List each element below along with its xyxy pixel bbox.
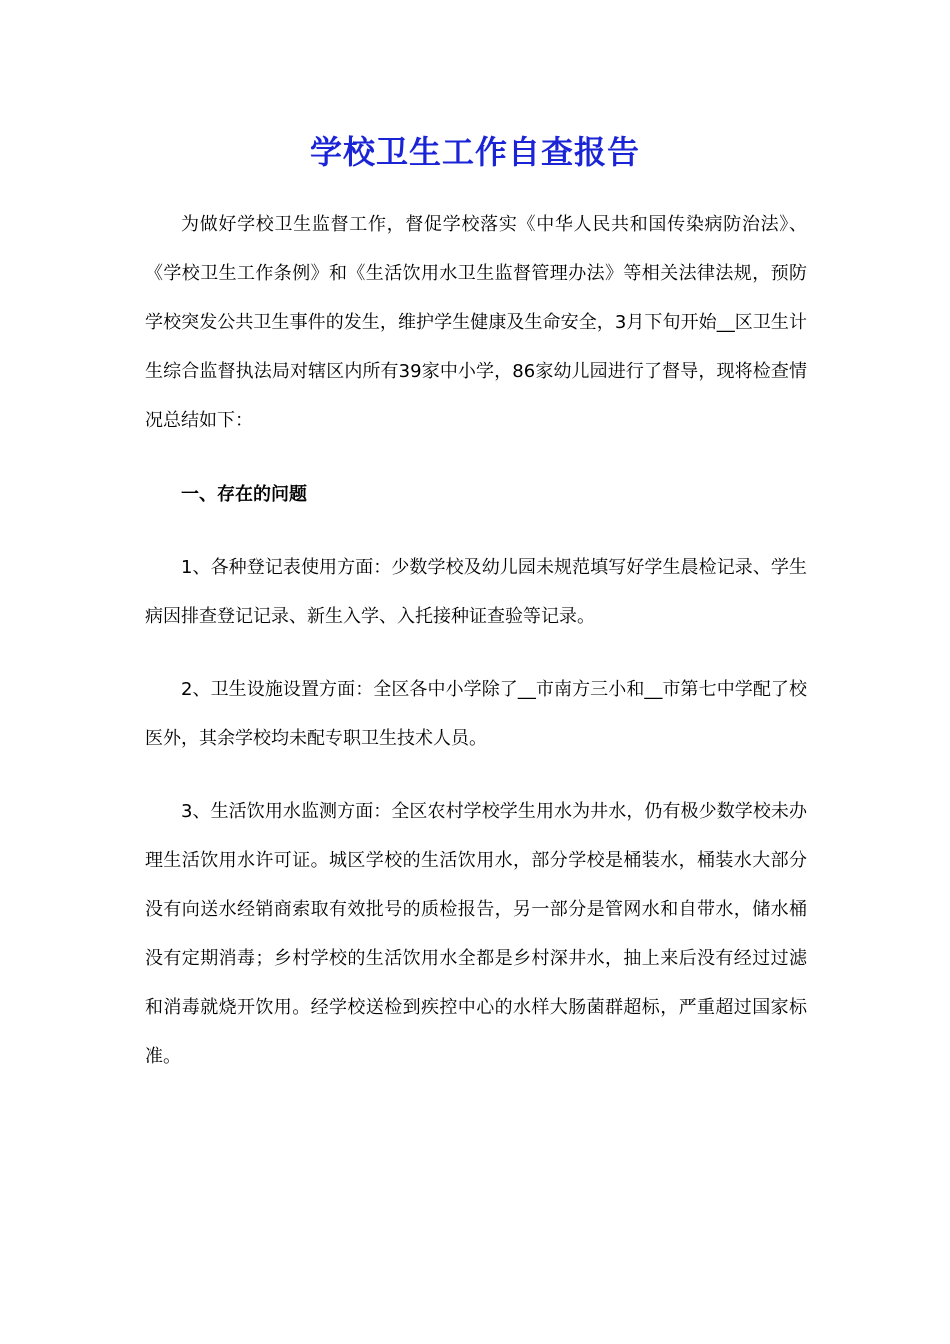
issue-item-1: 1、各种登记表使用方面：少数学校及幼儿园未规范填写好学生晨检记录、学生病因排查登记记录、新生入学、入托接种证查验等记录。 xyxy=(145,557,807,627)
document-title: 学校卫生工作自查报告 xyxy=(309,133,640,171)
issue-item-2: 2、卫生设施设置方面：全区各中小学除了__市南方三小和__市第七中学配了校医外，其余学校均未配专职卫生技术人员。 xyxy=(145,679,807,749)
section-heading: 一、存在的问题 xyxy=(181,484,307,505)
issue-item-3: 3、生活饮用水监测方面：全区农村学校学生用水为井水，仍有极少数学校未办理生活饮用水许可证。城区学校的生活饮用水，部分学校是桶装水，桶装水大部分没有向送水经销商索取有效批号的质检报告，另一部分是管网水和自带水，储水桶没有定期消毒；乡村学校的生活饮用水全都是乡村深井水，抽上来后没有经过过滤和消毒就烧开饮用。经学校送检到疾控中心的水样大肠菌群超标，严重超过国家标准。 xyxy=(145,801,807,1067)
intro-paragraph: 为做好学校卫生监督工作，督促学校落实《中华人民共和国传染病防治法》、《学校卫生工作条例》和《生活饮用水卫生监督管理办法》等相关法律法规，预防学校突发公共卫生事件的发生，维护学生健康及生命安全，3月下旬开始__区卫生计生综合监督执法局对辖区内所有39家中小学，86家幼儿园进行了督导，现将检查情况总结如下： xyxy=(145,214,807,431)
